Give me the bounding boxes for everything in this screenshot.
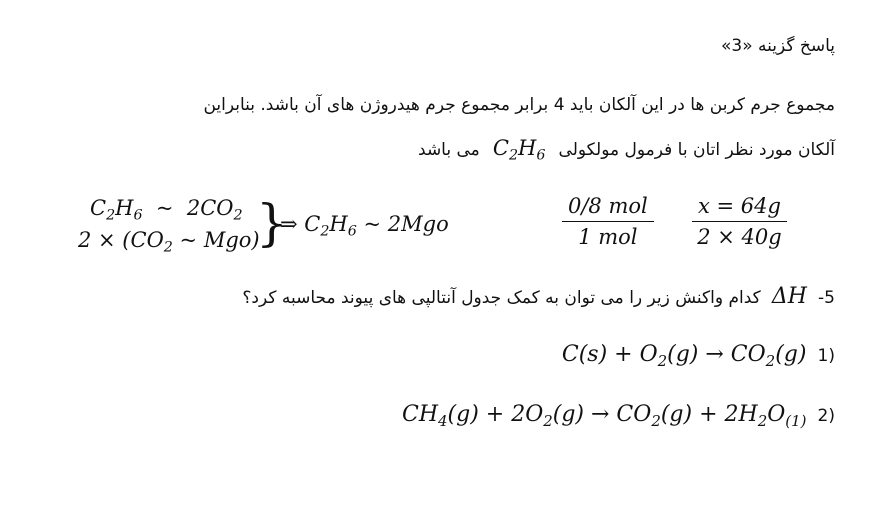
- question-5: [242, 284, 835, 309]
- equation-ethane-co2: $C_2H_6$ ~ $2CO_2$: [90, 196, 243, 224]
- fraction-mass: [692, 194, 787, 249]
- answer-line-2: [418, 136, 835, 164]
- equation-co2-mgo: $2 \times (CO_2$ ~ Mgo): [78, 228, 260, 256]
- option-2-label: (2: [817, 406, 835, 426]
- right-brace: }: [256, 194, 288, 252]
- question-number: 5-: [818, 288, 835, 308]
- option-2-reaction: $CH_4(g) + 2O_2(g) \to CO_2(g) + 2H_2O_{(1)}$: [402, 402, 807, 430]
- fraction-moles-numerator: 0/8 mol: [562, 194, 654, 222]
- ethane-formula: $C_2H_6$: [492, 136, 546, 164]
- answer-title: پاسخ گزینه «3»: [720, 36, 835, 56]
- option-1-reaction: $C(s) + O_2(g) \to CO_2(g)$: [561, 342, 807, 370]
- fraction-mass-numerator: x = 64g: [692, 194, 787, 222]
- question-text: کدام واکنش زیر را می توان به کمک جدول آنتالپی های پیوند محاسبه کرد؟: [242, 288, 761, 308]
- fraction-moles-denominator: 1 mol: [578, 225, 638, 249]
- delta-h-symbol: ΔH: [771, 284, 807, 309]
- option-1-label: (1: [817, 346, 835, 366]
- fraction-mass-denominator: 2 × 40g: [697, 225, 782, 249]
- answer-line-2-text: آلکان مورد نظر اتان با فرمول مولکولی: [558, 140, 835, 160]
- option-1: [561, 342, 835, 370]
- option-2: [402, 402, 835, 430]
- fraction-moles: [562, 194, 654, 249]
- answer-line-1: مجموع جرم کربن ها در این آلکان باید 4 برابر مجموع جرم هیدروژن های آن باشد. بنابراین: [203, 95, 835, 115]
- answer-line-2-suffix: می باشد: [418, 140, 480, 160]
- equation-result: ⇒ $C_2H_6$ ~ 2Mgo: [280, 212, 449, 240]
